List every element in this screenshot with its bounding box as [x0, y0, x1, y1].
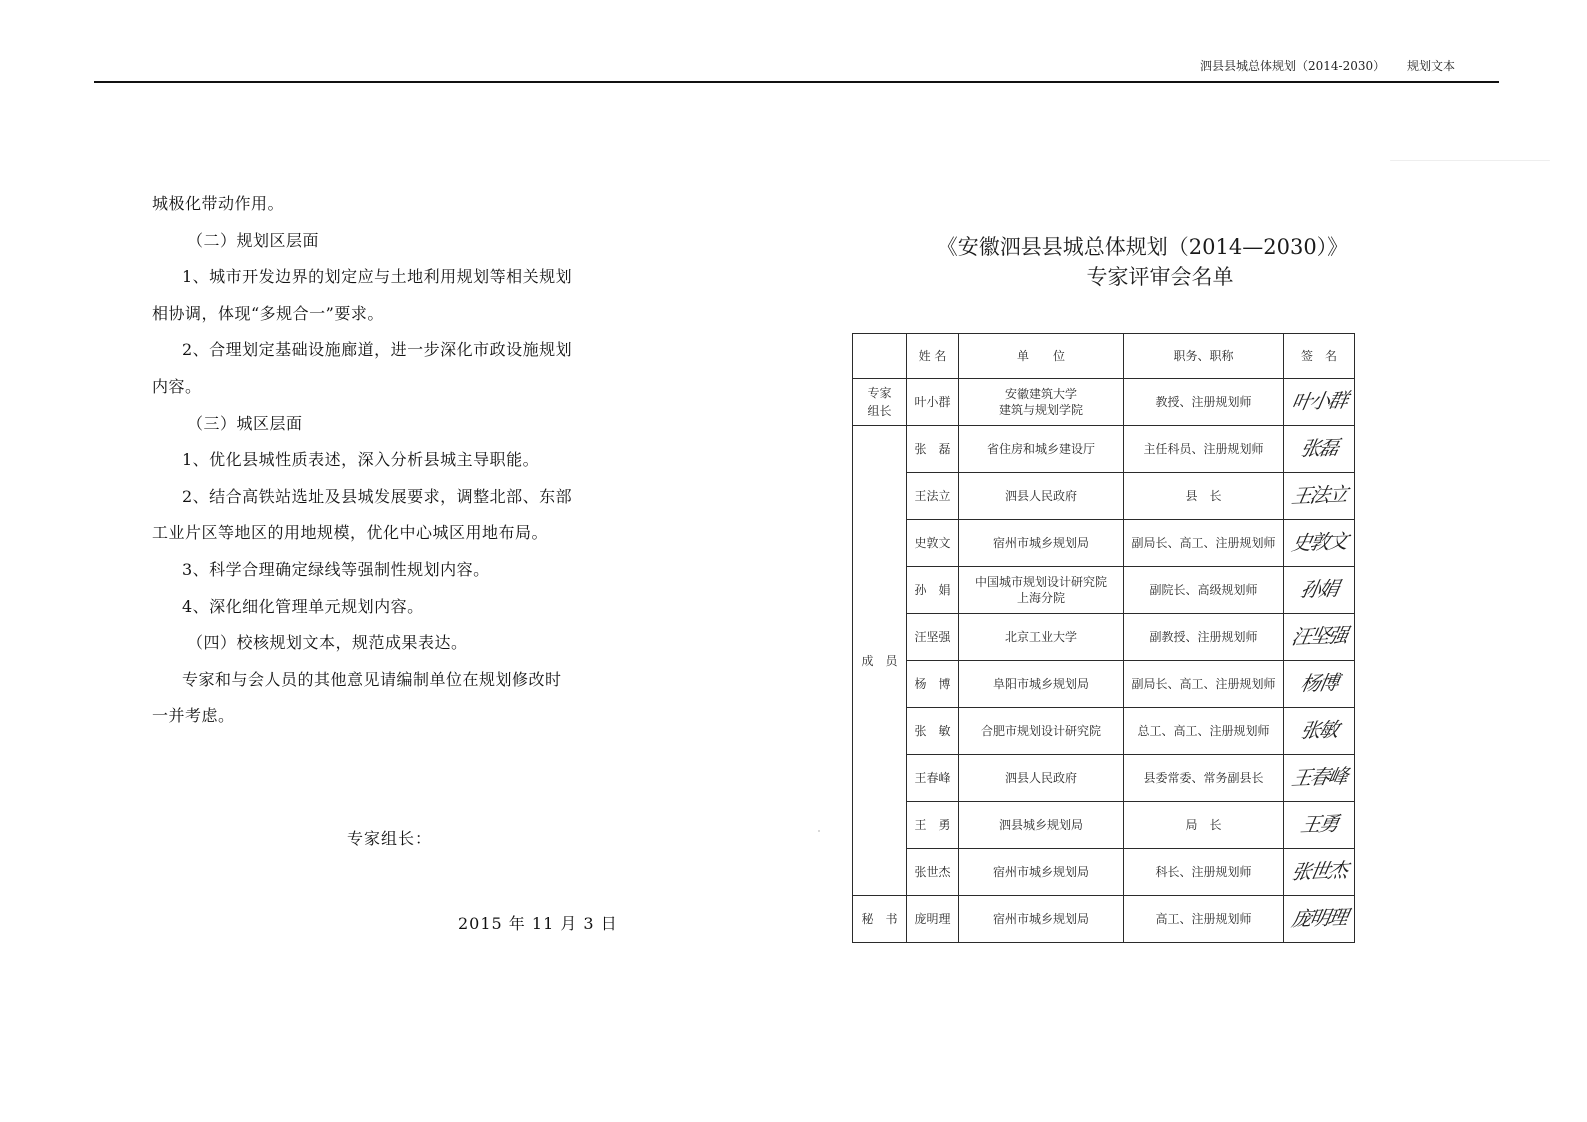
member-name-cell [907, 567, 959, 614]
member-unit-cell [959, 849, 1124, 896]
member-name-cell [907, 802, 959, 849]
role-label: 成 员 [861, 653, 898, 668]
cell-text: 副教授、注册规划师 [1149, 630, 1258, 644]
cell-text: 汪坚强 [914, 630, 951, 644]
member-unit-cell [959, 473, 1124, 520]
cell-text: 叶小群 [914, 395, 951, 409]
cell-text: 高工、注册规划师 [1155, 912, 1252, 926]
member-name-cell [907, 379, 959, 426]
cell-text: 副院长、高级规划师 [1149, 583, 1258, 597]
signature-cell [1284, 426, 1355, 473]
roster-row [853, 708, 1355, 755]
roster-row [853, 755, 1355, 802]
member-name-cell [907, 708, 959, 755]
member-name-cell [907, 896, 959, 943]
cell-text: 北京工业大学 [1004, 630, 1077, 644]
cell-text: 泗县人民政府 [1004, 489, 1077, 503]
body-line: 一并考虑。 [152, 706, 235, 726]
cell-text: 孙 娟 [914, 583, 951, 597]
member-unit-cell [959, 802, 1124, 849]
cell-text: 科长、注册规划师 [1155, 865, 1252, 879]
cell-text: 泗县人民政府 [1004, 771, 1077, 785]
handwritten-signature: 史敦文 [1289, 528, 1349, 555]
cell-text: 主任科员、注册规划师 [1143, 442, 1264, 456]
cell-text: 泗县城乡规划局 [998, 818, 1083, 832]
signature-cell [1284, 473, 1355, 520]
roster-row [853, 896, 1355, 943]
member-name-cell [907, 661, 959, 708]
handwritten-signature: 王勇 [1298, 810, 1340, 837]
body-line: 3、科学合理确定绿线等强制性规划内容。 [182, 559, 490, 579]
role-label: 秘 书 [861, 912, 898, 926]
member-name-cell [907, 426, 959, 473]
cell-text: 王法立 [914, 489, 951, 503]
body-line: 内容。 [152, 376, 202, 396]
handwritten-signature: 张世杰 [1289, 857, 1349, 884]
handwritten-signature: 张敏 [1298, 716, 1340, 743]
handwritten-signature: 庞明理 [1289, 904, 1349, 931]
document-date: 2015 年 11 月 3 日 [458, 914, 618, 933]
handwritten-signature: 孙娟 [1298, 575, 1340, 602]
role-header-cell [853, 334, 907, 379]
cell-text: 张 敏 [914, 724, 951, 738]
cell-text: 副局长、高工、注册规划师 [1131, 677, 1276, 691]
member-position-cell [1124, 567, 1284, 614]
member-unit-cell [959, 520, 1124, 567]
body-line: （二）规划区层面 [187, 230, 320, 250]
running-header [1200, 57, 1455, 74]
cell-text: 局 长 [1185, 818, 1222, 832]
body-line: 城极化带动作用。 [152, 194, 285, 213]
signature-column-header: 签 名 [1284, 334, 1355, 379]
handwritten-signature: 张磊 [1298, 434, 1340, 461]
role-leader-cell [853, 379, 907, 426]
roster-row [853, 520, 1355, 567]
signature-cell [1284, 567, 1355, 614]
cell-text: 总工、高工、注册规划师 [1137, 724, 1270, 738]
left-page-body [152, 186, 652, 735]
member-unit-cell [959, 567, 1124, 614]
header-doc-type: 规划文本 [1406, 59, 1455, 73]
roster-row [853, 849, 1355, 896]
member-unit-cell [959, 379, 1124, 426]
member-unit-cell [959, 661, 1124, 708]
role-members-cell [853, 426, 907, 896]
roster-row [853, 802, 1355, 849]
member-unit-cell [959, 426, 1124, 473]
body-line: 1、优化县城性质表述，深入分析县城主导职能。 [182, 450, 540, 470]
signature-cell [1284, 614, 1355, 661]
roster-title-line1: 《安徽泗县县城总体规划（2014—2030）》 [936, 235, 1349, 259]
handwritten-signature: 王春峰 [1289, 763, 1349, 790]
header-doc-title: 泗县县城总体规划（2014-2030） [1200, 59, 1386, 73]
member-position-cell [1124, 849, 1284, 896]
cell-text: 副局长、高工、注册规划师 [1131, 536, 1276, 550]
roster-row [853, 661, 1355, 708]
roster-row [853, 426, 1355, 473]
member-position-cell [1124, 520, 1284, 567]
body-line: 1、城市开发边界的划定应与土地利用规划等相关规划 [182, 267, 573, 287]
member-name-cell [907, 755, 959, 802]
signature-cell [1284, 661, 1355, 708]
member-position-cell [1124, 661, 1284, 708]
handwritten-signature: 王法立 [1289, 481, 1349, 508]
body-line: 4、深化细化管理单元规划内容。 [182, 596, 424, 616]
body-line: 2、合理划定基础设施廊道，进一步深化市政设施规划 [182, 340, 573, 360]
role-secretary-cell [853, 896, 907, 943]
member-position-cell [1124, 379, 1284, 426]
cell-text: 合肥市规划设计研究院 [980, 724, 1101, 738]
body-line: 专家和与会人员的其他意见请编制单位在规划修改时 [182, 669, 562, 689]
roster-row [853, 567, 1355, 614]
member-position-cell [1124, 473, 1284, 520]
handwritten-signature: 叶小群 [1289, 387, 1349, 414]
signature-cell [1284, 708, 1355, 755]
roster-title-line2: 专家评审会名单 [1086, 265, 1234, 289]
scan-edge-mark [1390, 160, 1550, 161]
member-unit-cell [959, 755, 1124, 802]
body-line: 工业片区等地区的用地规模，优化中心城区用地布局。 [152, 523, 549, 543]
member-position-cell [1124, 802, 1284, 849]
member-name-cell [907, 520, 959, 567]
cell-text: 庞明理 [914, 912, 951, 926]
member-position-cell [1124, 614, 1284, 661]
signature-cell [1284, 802, 1355, 849]
member-position-cell [1124, 426, 1284, 473]
handwritten-signature: 杨博 [1298, 669, 1340, 696]
member-name-cell [907, 614, 959, 661]
signature-cell [1284, 520, 1355, 567]
cell-text: 张世杰 [914, 865, 951, 879]
unit-column-header: 单 位 [959, 334, 1124, 379]
member-position-cell [1124, 708, 1284, 755]
body-line: （三）城区层面 [187, 413, 303, 433]
scan-speck [818, 830, 820, 832]
cell-text: 宿州市城乡规划局 [992, 912, 1089, 926]
cell-text: 王 勇 [914, 818, 951, 832]
roster-row [853, 614, 1355, 661]
cell-text: 杨 博 [914, 677, 951, 691]
roster-header-row [853, 334, 1355, 379]
handwritten-signature: 汪坚强 [1289, 622, 1349, 649]
cell-text: 宿州市城乡规划局 [992, 865, 1089, 879]
member-position-cell [1124, 755, 1284, 802]
position-column-header: 职务、职称 [1124, 334, 1284, 379]
body-line: （四）校核规划文本，规范成果表达。 [187, 633, 468, 653]
signature-cell [1284, 755, 1355, 802]
signature-cell [1284, 896, 1355, 943]
cell-text: 县委常委、常务副县长 [1143, 771, 1264, 785]
signature-cell [1284, 849, 1355, 896]
member-name-cell [907, 473, 959, 520]
member-unit-cell [959, 896, 1124, 943]
cell-text: 安徽建筑大学 建筑与规划学院 [998, 387, 1083, 417]
cell-text: 王春峰 [914, 771, 951, 785]
cell-text: 宿州市城乡规划局 [992, 536, 1089, 550]
cell-text: 教授、注册规划师 [1155, 395, 1252, 409]
expert-leader-label: 专家组长： [347, 829, 433, 848]
cell-text: 县 长 [1185, 489, 1222, 503]
member-name-cell [907, 849, 959, 896]
role-label: 专家组长 [867, 386, 892, 418]
header-rule [94, 81, 1499, 83]
member-unit-cell [959, 708, 1124, 755]
name-column-header: 姓 名 [907, 334, 959, 379]
member-unit-cell [959, 614, 1124, 661]
roster-title [870, 232, 1450, 292]
cell-text: 阜阳市城乡规划局 [992, 677, 1089, 691]
roster-row [853, 473, 1355, 520]
body-line: 2、结合高铁站选址及县城发展要求，调整北部、东部 [182, 486, 573, 506]
cell-text: 省住房和城乡建设厅 [986, 442, 1095, 456]
expert-roster-table [852, 333, 1355, 943]
cell-text: 张 磊 [914, 442, 951, 456]
body-line: 相协调，体现“多规合一”要求。 [152, 303, 384, 323]
roster-row [853, 379, 1355, 426]
cell-text: 史敦文 [914, 536, 951, 550]
signature-cell [1284, 379, 1355, 426]
cell-text: 中国城市规划设计研究院 上海分院 [974, 575, 1107, 605]
member-position-cell [1124, 896, 1284, 943]
